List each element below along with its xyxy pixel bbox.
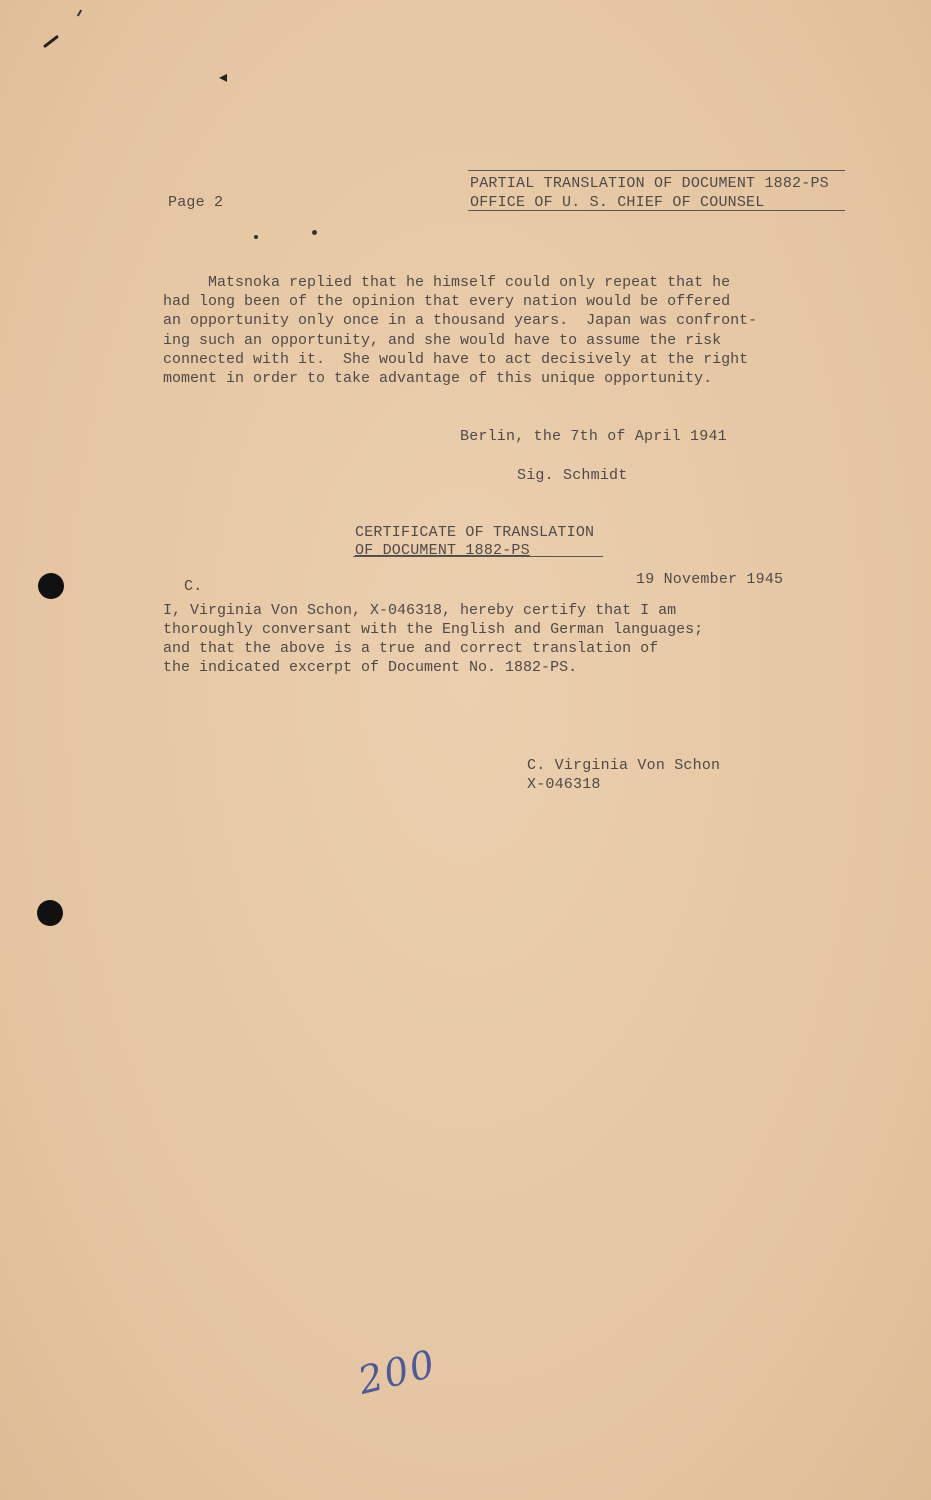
signature-line: Sig. Schmidt <box>517 467 628 484</box>
certificate-text: I, Virginia Von Schon, X-046318, hereby certify that I am thoroughly conversant with the English and German languages; and that the above is a true and correct translation of the indicated excerpt of Document No. 1882-PS. <box>163 602 704 676</box>
speck <box>254 235 258 239</box>
handwritten-page-number: 200 <box>353 1341 441 1403</box>
check-mark-icon <box>43 35 59 48</box>
signer-name: C. Virginia Von Schon <box>527 757 721 774</box>
certificate-rule <box>353 556 603 557</box>
body-paragraph: Matsnoka replied that he himself could only repeat that he had long been of the opinion that every nation would be offered an opportunity only once in a thousand years. Japan was confront- ing such an opportunity, and she would have to assume the risk connected with it. She would have to act decisively at the right moment in order to take advantage of this unique opportunity. <box>163 274 758 388</box>
header-bottom-rule <box>468 210 845 211</box>
certificate-title: CERTIFICATE OF TRANSLATION <box>355 524 595 541</box>
certificate-initial: C. <box>184 578 203 595</box>
header-top-rule <box>468 170 845 171</box>
speck <box>312 230 317 235</box>
certificate-date: 19 November 1945 <box>636 571 784 588</box>
punch-hole <box>37 900 63 926</box>
header-office: OFFICE OF U. S. CHIEF OF COUNSEL <box>470 194 765 211</box>
header-title: PARTIAL TRANSLATION OF DOCUMENT 1882-PS <box>470 175 829 192</box>
ink-mark-icon: ◂ <box>219 67 228 86</box>
signer-id: X-046318 <box>527 776 601 793</box>
pen-mark <box>77 9 82 16</box>
certificate-subtitle: OF DOCUMENT 1882-PS <box>355 542 530 559</box>
punch-hole <box>38 573 64 599</box>
page-number: Page 2 <box>168 194 224 211</box>
place-and-date: Berlin, the 7th of April 1941 <box>460 428 727 445</box>
